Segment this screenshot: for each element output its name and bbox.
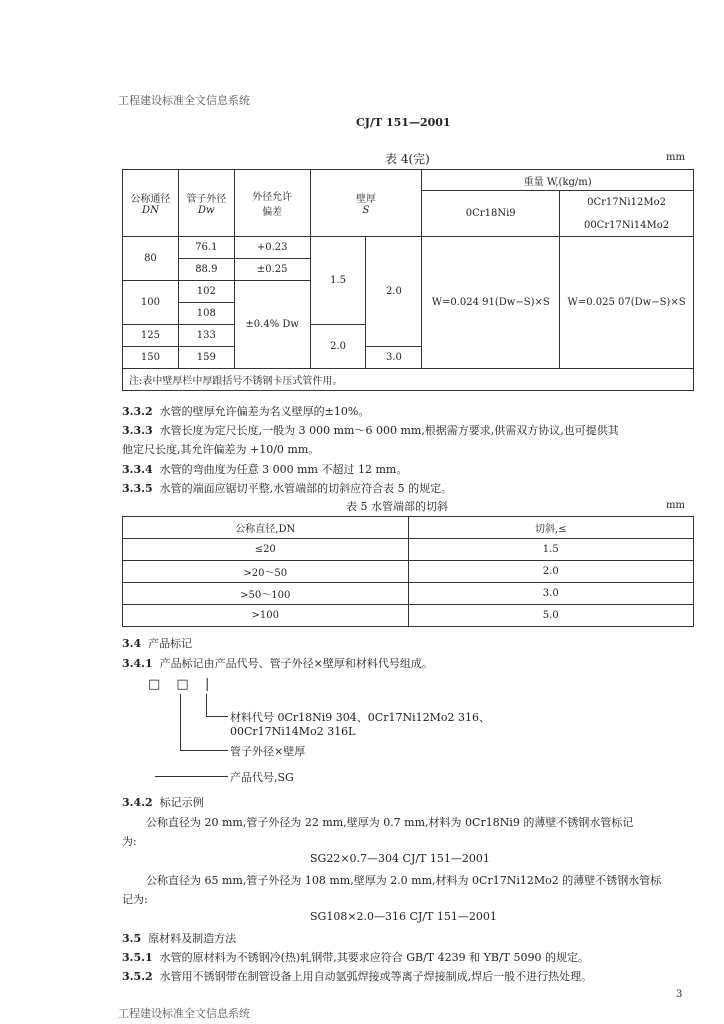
para-3-3-2: 3.3.2 水管的壁厚允许偏差为名义壁厚的±10%。: [122, 405, 370, 418]
th-bevel: 切斜,≤: [408, 517, 694, 539]
material-code-label-2: 00Cr17Ni14Mo2 316L: [230, 725, 356, 738]
table4-note: 注:表中壁厚栏中厚跟括号不锈钢卡压式管件用。: [123, 369, 694, 391]
code-boxes: □ □: [148, 677, 195, 692]
para-3-4-2: 3.4.2 标记示例: [122, 796, 204, 809]
cell-tol: ±0.4% Dw: [234, 281, 310, 369]
table5: [122, 516, 694, 627]
footer-system: 工程建设标准全文信息系统: [118, 1007, 250, 1020]
cell-dn: 125: [123, 325, 179, 347]
th-mat2b: 00Cr17Ni14Mo2: [560, 214, 694, 237]
cell-od: 88.9: [178, 259, 234, 281]
cell-dn: >100: [123, 605, 409, 627]
para-3-3-4: 3.3.4 水管的弯曲度为任意 3 000 mm 不超过 12 mm。: [122, 463, 408, 476]
cell-wall: 1.5: [310, 237, 366, 325]
example2-text: 公称直径为 65 mm,管子外径为 108 mm,壁厚为 2.0 mm,材料为 0Cr17Ni12Mo2 的薄壁不锈钢水管标: [146, 874, 662, 887]
cell-od: 159: [178, 347, 234, 369]
cell-od: 108: [178, 303, 234, 325]
cell-dn: >50～100: [123, 583, 409, 605]
material-code-label: 材料代号 0Cr18Ni9 304、0Cr17Ni12Mo2 316、: [230, 711, 490, 724]
cell-dn: >20～50: [123, 561, 409, 583]
th-mat1: 0Cr18Ni9: [422, 191, 560, 237]
th-tol: 外径允许 偏差: [234, 170, 310, 237]
cell-tol: ±0.25: [234, 259, 310, 281]
example1-mark: SG22×0.7—304 CJ/T 151—2001: [310, 852, 490, 865]
section-3-5-title: 3.5 原材料及制造方法: [122, 932, 237, 945]
cell-dn: 100: [123, 281, 179, 325]
cell-formula: W=0.025 07(Dw−S)×S: [560, 237, 694, 369]
para-3-5-2: 3.5.2 水管用不锈钢带在制管设备上用自动氩弧焊接或等离子焊接制成,焊后一般不进行热处理。: [122, 970, 593, 983]
table4-unit: mm: [666, 152, 685, 163]
cell-wall: 3.0: [366, 347, 422, 369]
cell-od: 102: [178, 281, 234, 303]
cell-bevel: 2.0: [408, 561, 694, 583]
para-3-3-3: 3.3.3 水管长度为定尺长度,一般为 3 000 mm～6 000 mm,根据需方要求,供需双方协议,也可提供其: [122, 424, 619, 437]
para-3-3-3-cont: 他定尺长度,其允许偏差为 +10/0 mm。: [122, 443, 320, 456]
example2-text-cont: 记为:: [122, 893, 148, 906]
cell-bevel: 5.0: [408, 605, 694, 627]
table4: [122, 169, 694, 391]
example2-mark: SG108×2.0—316 CJ/T 151—2001: [310, 910, 497, 923]
cell-od: 133: [178, 325, 234, 347]
size-label: 管子外径×壁厚: [230, 745, 306, 758]
cell-formula: W=0.024 91(Dw−S)×S: [422, 237, 560, 369]
cell-bevel: 3.0: [408, 583, 694, 605]
header-standard: CJ/T 151—2001: [356, 116, 451, 129]
th-mat2a: 0Cr17Ni12Mo2: [560, 191, 694, 215]
table5-unit: mm: [666, 500, 685, 511]
product-code-label: 产品代号,SG: [230, 771, 294, 784]
example1-text-cont: 为:: [122, 835, 137, 848]
th-weight: 重量 W,(kg/m): [422, 170, 694, 191]
th-dn: 公称直径,DN: [123, 517, 409, 539]
para-3-3-5: 3.3.5 水管的端面应锯切平整,水管端部的切斜应符合表 5 的规定。: [122, 482, 453, 495]
cell-dn: 150: [123, 347, 179, 369]
cell-dn: ≤20: [123, 539, 409, 561]
cell-tol: +0.23: [234, 237, 310, 259]
th-dn: 公称通径 DN: [123, 170, 179, 237]
table4-caption: 表 4(完): [385, 152, 430, 166]
th-wall: 壁厚 S: [310, 170, 422, 237]
cell-bevel: 1.5: [408, 539, 694, 561]
header-system: 工程建设标准全文信息系统: [118, 94, 250, 107]
cell-od: 76.1: [178, 237, 234, 259]
example1-text: 公称直径为 20 mm,管子外径为 22 mm,壁厚为 0.7 mm,材料为 0Cr18Ni9 的薄壁不锈钢水管标记: [146, 816, 634, 829]
table5-caption: 表 5 水管端部的切斜: [346, 500, 448, 513]
cell-wall: 2.0: [366, 237, 422, 347]
cell-wall: 2.0: [310, 325, 366, 369]
code-bar: |: [205, 677, 210, 692]
th-od: 管子外径 Dw: [178, 170, 234, 237]
page-number: 3: [676, 989, 683, 1000]
para-3-4-1: 3.4.1 产品标记由产品代号、管子外径×壁厚和材料代号组成。: [122, 657, 433, 670]
para-3-5-1: 3.5.1 水管的原材料为不锈钢冷(热)轧钢带,其要求应符合 GB/T 4239 和 YB/T 5090 的规定。: [122, 951, 589, 964]
section-3-4-title: 3.4 产品标记: [122, 637, 193, 650]
cell-dn: 80: [123, 237, 179, 281]
